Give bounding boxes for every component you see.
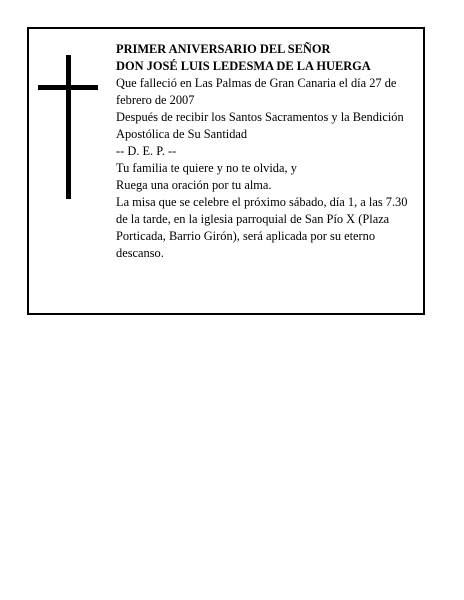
notice-heading-line-1: PRIMER ANIVERSARIO DEL SEÑOR: [116, 42, 331, 56]
mass-info: La misa que se celebre el próximo sábado, día 1, a las 7.30 de la tarde, en la iglesia parroquial de San Pío X (Plaza Porticada, Barrio Girón), será aplicada por su eterno descanso.: [116, 195, 408, 260]
cross-icon: [38, 55, 98, 199]
sacraments-info: Después de recibir los Santos Sacramentos y la Bendición Apostólica de Su Santidad: [116, 110, 404, 141]
family-line: Tu familia te quiere y no te olvida, y: [116, 161, 297, 175]
notice-heading-line-2: DON JOSÉ LUIS LEDESMA DE LA HUERGA: [116, 59, 371, 73]
death-info: Que falleció en Las Palmas de Gran Canaria el día 27 de febrero de 2007: [116, 76, 397, 107]
cross-horizontal-bar: [38, 85, 98, 90]
prayer-line: Ruega una oración por tu alma.: [116, 178, 272, 192]
obituary-notice: [27, 27, 425, 315]
cross-vertical-bar: [66, 55, 71, 199]
rip-line: -- D. E. P. --: [116, 144, 177, 158]
notice-text: [116, 41, 421, 262]
